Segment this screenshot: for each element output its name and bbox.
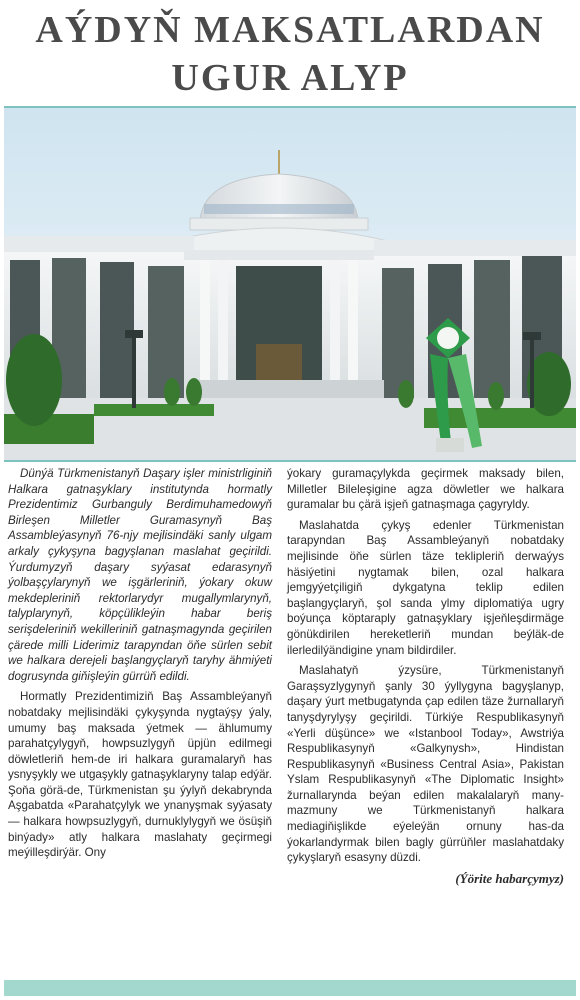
building-illustration	[4, 108, 576, 460]
author-signature: (Ýörite habarçymyz)	[455, 870, 564, 886]
steps	[194, 380, 384, 398]
photo-bottom-divider	[4, 460, 576, 462]
article-column-right	[287, 466, 564, 886]
article-photo	[4, 108, 576, 460]
bottom-decorative-bar	[4, 980, 576, 996]
body-paragraph: Maslahatda çykyş edenler Türkmenistan tarapyndan Baş Assambleýanyň nobatdaky mejlisinde öňe sürlen täze teklipleriň derwaýys häsiýetini nygtamak bilen, ozal halkara jemgyýetçiligiň dykgatyna teklip edilen başlangyçlaryň, şol sanda ylmy diplomatiýa ugry boýunça köptaraply gatnaşyklary işjeňleşdirmäge gönükdirilen hereketleriň mundan beýläk-de ilerledilýändigine ynam bildirdiler.	[287, 518, 564, 657]
rotunda	[184, 250, 374, 398]
headline-line-2: UGUR ALYP	[171, 57, 409, 99]
body-paragraph: ýokary guramaçylykda geçirmek maksady bilen, Milletler Bileleşigine agza döwletler we halkara guramalar bu çärä işjeň gatnaşmaga çagyryldy.	[287, 467, 564, 512]
article-headline	[0, 6, 580, 102]
article-lead: Dünýä Türkmenistanyň Daşary işler ministrliginiň Halkara gatnaşyklary institutynda hormatly Prezidentimiz Gurbanguly Berdimuhamedowyň Birleşen Milletler Guramasynyň Baş Assambleýasynyň 76-njy mejlisindäki sanly ulgam arkaly çykyşyna bagyşlanan maslahat geçirildi. Ýurdumyzyň daşary syýasat edarasynyň ýolbaşçylarynyň we işgärleriniň, ýokary okuw mekdepleriniň rektorlarydyr mugallymlarynyň, talyplarynyň, köpçülikleýin habar beriş serişdeleriniň wekilleriniň gatnaşmagynda geçirilen çärede milli Liderimiz tarapyndan öňe sürlen sebit we halkara derejeli başlangyçlaryň taryhy ähmiýeti dogrusynda giňişleýin gürrüň edildi.	[8, 467, 272, 683]
article-column-left	[8, 466, 272, 866]
body-paragraph: Hormatly Prezidentimiziň Baş Assambleýanyň nobatdaky mejlisindäki çykyşynda nygtaýşy ýaly, umumy baş maksada ýetmek — ählumumy parahatçylygyň, howpsuzlygyň üpjün edilmegi döwletleriň hem-de iri halkara guramalaryň has ysnyşykly we utgaşykly gatnaşyklaryny talap edýär. Şoňa görä-de, Türkmenistan şu ýylyň dekabrynda Aşgabatda «Parahatçylyk we ynanyşmak syýasaty — halkara howpsuzlygyň, durnuklylygyň we ösüşiň binýady» atly halkara maslahaty geçirmegi meýilleşdirýär. Ony	[8, 690, 272, 860]
headline-line-1: AÝDYŇ MAKSATLARDAN	[35, 9, 545, 51]
body-paragraph: Maslahatyň ýzysüre, Türkmenistanyň Garaşsyzlygynyň şanly 30 ýyllygyna bagyşlanyp, daşary ýurt metbugatynda çap edilen täze žurnallaryň tanyşdyrylyşy geçirildi. Türkiýe Respublikasynyň «Yerli düşünce» we «Istanbool Today», Awstriýa Respublikasynyň «Galkynysh», Hindistan Respublikasynyň «Business Central Asia», Pakistan Yslam Respublikasynyň «The Diplomatic Insight» žurnallarynda beýan edilen makalalaryň many-mazmuny we Türkmenistanyň halkara mediagiňişlikde eýeleýän ornuny has-da ýokarlandyrmak bilen bagly gürrüňler maslahatdaky çykyşlaryň esasyny düzdi.	[287, 664, 564, 865]
